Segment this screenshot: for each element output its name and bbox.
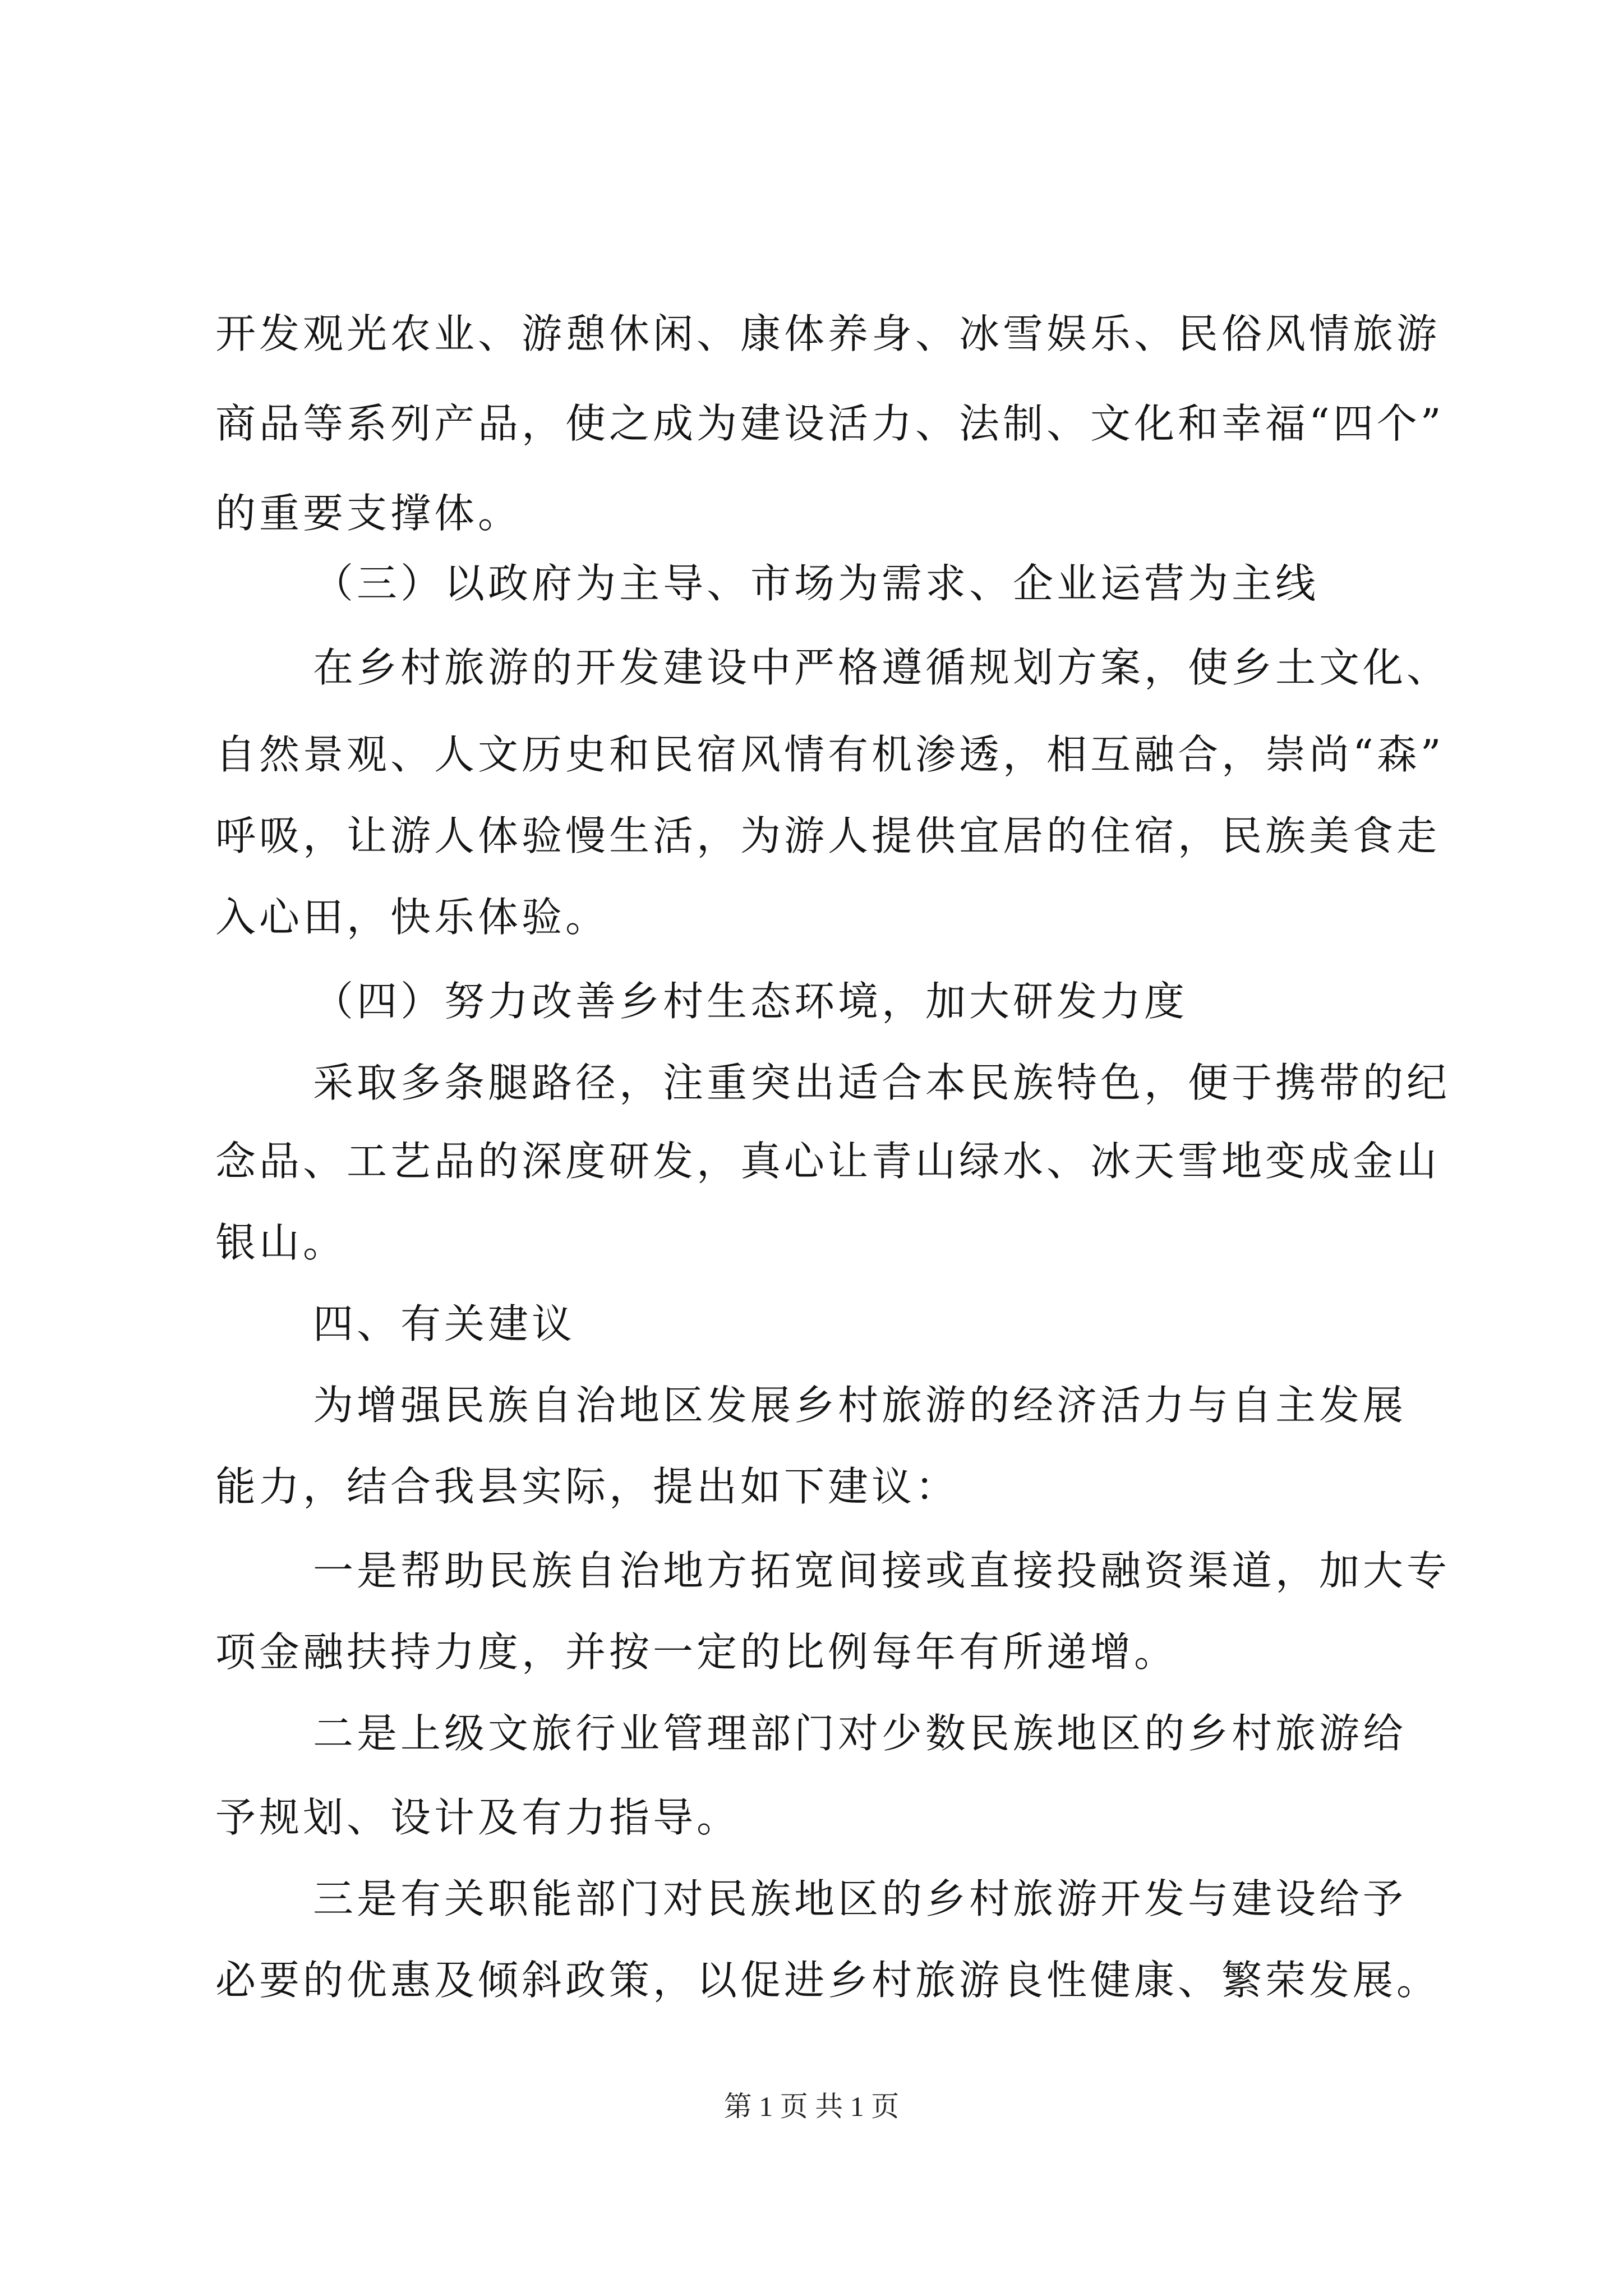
paragraph-line: 三是有关职能部门对民族地区的乡村旅游开发与建设给予 xyxy=(313,1875,1407,1922)
paragraph-line: 必要的优惠及倾斜政策，以促进乡村旅游良性健康、繁荣发展。 xyxy=(215,1957,1441,2004)
paragraph-line: 一是帮助民族自治地方拓宽间接或直接投融资渠道，加大专 xyxy=(313,1547,1451,1594)
section-heading: 四、有关建议 xyxy=(313,1300,576,1347)
paragraph-line: 在乡村旅游的开发建设中严格遵循规划方案，使乡土文化、 xyxy=(313,644,1451,691)
paragraph-line: 自然景观、人文历史和民宿风情有机渗透，相互融合，崇尚“森” xyxy=(215,731,1445,778)
section-heading: （四）努力改善乡村生态环境，加大研发力度 xyxy=(313,978,1188,1025)
paragraph-line: 能力，结合我县实际，提出如下建议： xyxy=(215,1463,960,1510)
paragraph-line: 予规划、设计及有力指导。 xyxy=(215,1794,741,1841)
paragraph-line: 商品等系列产品，使之成为建设活力、法制、文化和幸福“四个” xyxy=(215,400,1445,447)
section-heading: （三）以政府为主导、市场为需求、企业运营为主线 xyxy=(313,560,1320,607)
paragraph-line: 为增强民族自治地区发展乡村旅游的经济活力与自主发展 xyxy=(313,1382,1407,1429)
paragraph-line: 念品、工艺品的深度研发，真心让青山绿水、冰天雪地变成金山 xyxy=(215,1138,1441,1185)
paragraph-line: 采取多条腿路径，注重突出适合本民族特色，便于携带的纪 xyxy=(313,1059,1451,1106)
paragraph-line: 呼吸，让游人体验慢生活，为游人提供宜居的住宿，民族美食走 xyxy=(215,812,1441,859)
paragraph-line: 入心田，快乐体验。 xyxy=(215,894,610,941)
paragraph-line: 开发观光农业、游憩休闲、康体养身、冰雪娱乐、民俗风情旅游 xyxy=(215,310,1441,357)
paragraph-line: 银山。 xyxy=(215,1219,347,1266)
paragraph-line: 的重要支撑体。 xyxy=(215,490,522,537)
paragraph-line: 项金融扶持力度，并按一定的比例每年有所递增。 xyxy=(215,1628,1178,1676)
page-number-footer: 第 1 页 共 1 页 xyxy=(723,2091,900,2122)
paragraph-line: 二是上级文旅行业管理部门对少数民族地区的乡村旅游给 xyxy=(313,1710,1407,1757)
